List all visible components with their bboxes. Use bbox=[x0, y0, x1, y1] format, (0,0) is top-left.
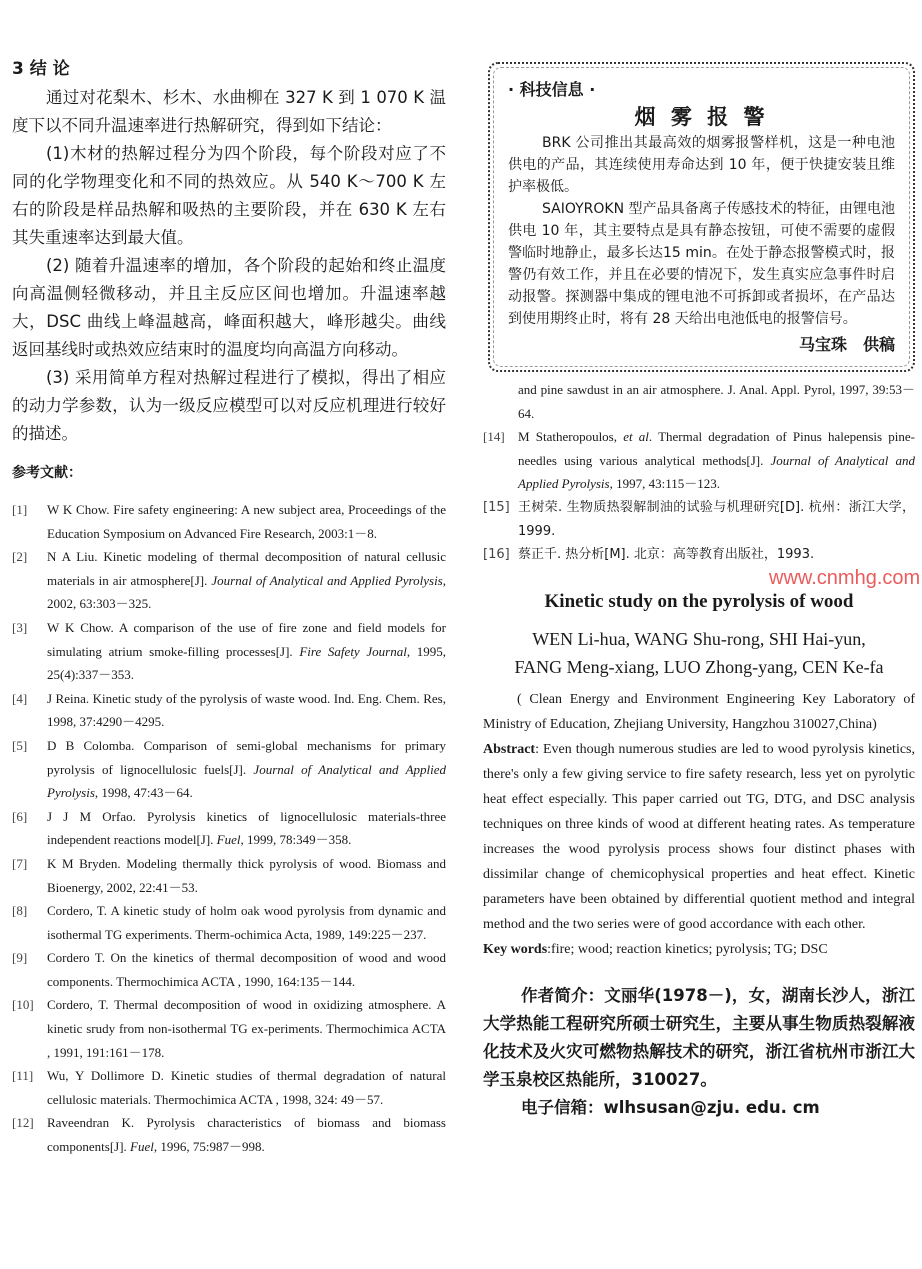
journal-name: Fire Safety Journal bbox=[299, 643, 407, 659]
paragraph: 通过对花梨木、杉木、水曲柳在 327 K 到 1 070 K 温度下以不同升温速率进行热解研究，得到如下结论： bbox=[12, 88, 446, 135]
reference-item bbox=[12, 993, 446, 1064]
reference-item bbox=[12, 946, 446, 993]
authors-line: WEN Li-hua, WANG Shu-rong, SHI Hai-yun, bbox=[532, 628, 866, 649]
reference-item bbox=[12, 545, 446, 616]
reference-number: [15] bbox=[483, 499, 510, 515]
reference-number: [3] bbox=[12, 619, 28, 635]
abstract-text: : Even though numerous studies are led to wood pyrolysis kinetics, there's only a few giving service to fire safety research, less yet on pyrolytic heat effect especially. This paper carried out TG, DTG, and DSC analysis techniques on three kinds of wood at different heating rates. As temperature increases the wood pyrolysis process shows four distinct phases with dissimilar change of chemicophysical properties and heat effect. Kinetic parameters have been obtained by differential quotient method and integral method and the two series were of good accordance with each other. bbox=[483, 741, 915, 932]
paragraph: (2) 随着升温速率的增加，各个阶段的起始和终止温度向高温侧轻微移动，并且主反应区间也增加。升温速率越大，DSC 曲线上峰温越高，峰面积越大，峰形越尖。曲线返回基线时或热效应结束时的温度均向高温方向移动。 bbox=[12, 256, 446, 359]
english-authors bbox=[483, 625, 915, 681]
journal-name: Journal of Analytical and Applied Pyrolysis bbox=[518, 452, 915, 492]
right-column bbox=[483, 62, 915, 1122]
news-byline: 马宝珠 供稿 bbox=[798, 335, 895, 354]
reference-number: [8] bbox=[12, 903, 28, 919]
reference-text: K M Bryden. Modeling thermally thick pyrolysis of wood. Biomass and Bioenergy, 2002, 22:41－53. bbox=[47, 855, 446, 895]
reference-number: [6] bbox=[12, 808, 28, 824]
reference-text: , 1995, 25(4):337－353. bbox=[47, 643, 447, 683]
reference-text: Cordero T. On the kinetics of thermal decomposition of wood and wood components. Thermochimica ACTA , 1990, 164:135－144. bbox=[47, 950, 446, 989]
journal-name: Journal of Analytical and Applied Pyrolysis bbox=[47, 761, 447, 801]
reference-item bbox=[12, 616, 446, 687]
references-heading: 参考文献： bbox=[12, 465, 82, 481]
reference-item bbox=[12, 687, 446, 734]
reference-text: 蔡正千. 热分析[M]. 北京：高等教育出版社，1993. bbox=[518, 547, 815, 563]
reference-text: Wu, Y Dollimore D. Kinetic studies of thermal degradation of natural cellulosic materials. Thermochimica ACTA , 1998, 324: 49－57. bbox=[47, 1068, 446, 1107]
reference-number: [14] bbox=[483, 429, 505, 445]
left-column bbox=[12, 56, 446, 1159]
reference-item bbox=[12, 498, 446, 545]
reference-list-continued bbox=[483, 378, 915, 567]
abstract-label: Abstract bbox=[483, 741, 536, 757]
reference-number: [9] bbox=[12, 950, 28, 966]
reference-number: [16] bbox=[483, 547, 510, 563]
reference-number: [7] bbox=[12, 855, 28, 871]
abstract bbox=[483, 737, 915, 962]
news-box bbox=[488, 62, 915, 372]
news-column-label: · 科技信息 · bbox=[508, 80, 596, 99]
reference-text: , 1997, 43:115－123. bbox=[609, 476, 720, 492]
paragraph: (3) 采用简单方程对热解过程进行了模拟，得出了相应的动力学参数，认为一级反应模型可以对反应机理进行较好的描述。 bbox=[12, 368, 446, 443]
watermark: www.cnmhg.com bbox=[769, 566, 921, 589]
paragraph: (1)木材的热解过程分为四个阶段，每个阶段对应了不同的化学物理变化和不同的热效应。从 540 K～700 K 左右的阶段是样品热解和吸热的主要阶段，并在 630 K 左右其失重速率达到最大值。 bbox=[12, 144, 446, 247]
reference-text: J J M Orfao. Pyrolysis kinetics of lignocellulosic materials-three independent reactions model[J]. bbox=[47, 808, 446, 848]
paragraph: SAIOYROKN 型产品具备离子传感技术的特征，由锂电池供电 10 年，其主要特点是具有静态按钮，可使不需要的虚假警临时地静止，最多长达15 min。在处于静态报警模式时，报警仍有效工作，并且在必要的情况下，发生真实应急事件时启动报警。探测器中集成的锂电池不可拆卸或者损坏，在产品达到使用期终止时，将有 28 天给出电池低电的报警信号。 bbox=[508, 201, 895, 327]
reference-item bbox=[12, 899, 446, 946]
reference-number: [2] bbox=[12, 549, 28, 565]
reference-item bbox=[12, 1064, 446, 1111]
author-bio-text: 作者简介：文丽华(1978－)，女，湖南长沙人，浙江大学热能工程研究所硕士研究生，主要从事生物质热裂解液化技术及火灾可燃物热解技术的研究，浙江省杭州市浙江大学玉泉校区热能所，310027。 bbox=[483, 985, 915, 1089]
reference-number: [12] bbox=[12, 1115, 34, 1131]
keywords-text: :fire; wood; reaction kinetics; pyrolysis; TG; DSC bbox=[547, 941, 828, 957]
author-bio bbox=[483, 982, 915, 1122]
reference-number: [1] bbox=[12, 502, 28, 517]
reference-item bbox=[483, 496, 915, 543]
english-title: Kinetic study on the pyrolysis of wood bbox=[544, 590, 854, 612]
reference-list bbox=[12, 498, 446, 1159]
journal-name: Journal of Analytical and Applied Pyrolysis bbox=[211, 572, 443, 588]
reference-number: [5] bbox=[12, 737, 28, 753]
reference-text: , 1998, 47:43－64. bbox=[94, 785, 193, 801]
section-heading: 3 结 论 bbox=[12, 59, 70, 79]
paragraph: BRK 公司推出其最高效的烟雾报警样机，这是一种电池供电的产品，其连续使用寿命达到 10 年，便于快捷安装且维护率极低。 bbox=[508, 135, 895, 195]
reference-text: D B Colomba. Comparison of semi-global mechanisms for primary pyrolysis of lignocellulosic fuels[J]. bbox=[47, 737, 446, 777]
reference-item bbox=[12, 1111, 446, 1158]
reference-item bbox=[483, 425, 915, 496]
reference-number: [10] bbox=[12, 997, 34, 1013]
reference-text: N A Liu. Kinetic modeling of thermal decomposition of natural cellusic materials in air atmosphere[J]. bbox=[47, 549, 446, 588]
reference-number: [11] bbox=[12, 1068, 34, 1084]
conclusion-body bbox=[12, 84, 446, 448]
reference-text: W K Chow. Fire safety engineering: A new subject area, Proceedings of the Education Symposium on Advanced Fire Research, 2003:1－8. bbox=[47, 502, 446, 541]
reference-item bbox=[483, 543, 915, 567]
reference-text: Cordero, T. Thermal decomposition of wood in oxidizing atmosphere. A kinetic srudy from non-isothermal TG ex-periments. Thermochimica ACTA , 1991, 191:161－178. bbox=[47, 997, 446, 1060]
reference-text: , 1999, 78:349－358. bbox=[240, 832, 352, 848]
authors-line: FANG Meng-xiang, LUO Zhong-yang, CEN Ke-fa bbox=[514, 656, 884, 677]
reference-text: , 2002, 63:303－325. bbox=[47, 572, 446, 612]
reference-text: , 1996, 75:987－998. bbox=[153, 1139, 265, 1155]
reference-text: and pine sawdust in an air atmosphere. J. Anal. Appl. Pyrol, 1997, 39:53－64. bbox=[518, 382, 915, 421]
reference-number: [4] bbox=[12, 690, 28, 706]
reference-item bbox=[12, 852, 446, 899]
affiliation: ( Clean Energy and Environment Engineering Key Laboratory of Ministry of Education, Zhejiang University, Hangzhou 310027,China) bbox=[483, 691, 915, 732]
keywords-label: Key words bbox=[483, 941, 548, 957]
news-body bbox=[508, 132, 895, 330]
reference-text: J Reina. Kinetic study of the pyrolysis of waste wood. Ind. Eng. Chem. Res, 1998, 37:4290－4295. bbox=[47, 690, 446, 730]
reference-item bbox=[483, 378, 915, 425]
reference-text: 王树荣. 生物质热裂解制油的试验与机理研究[D]. 杭州：浙江大学，1999. bbox=[518, 499, 915, 539]
reference-item bbox=[12, 734, 446, 805]
author-email: 电子信箱：wlhsusan@zju. edu. cm bbox=[521, 1097, 820, 1117]
journal-name: Fuel bbox=[216, 832, 241, 848]
reference-text: . Thermal degradation of Pinus halepensis pine-needles using various analytical methods[J]. bbox=[518, 429, 915, 468]
news-title: 烟 雾 报 警 bbox=[634, 105, 769, 129]
reference-item bbox=[12, 805, 446, 852]
reference-text: Cordero, T. A kinetic study of holm oak wood pyrolysis from dynamic and isothermal TG experiments. Therm-ochimica Acta, 1989, 149:225－237. bbox=[47, 903, 446, 942]
reference-text: W K Chow. A comparison of the use of fire zone and field models for simulating atrium smoke-filling processes[J]. bbox=[47, 619, 446, 659]
journal-name: Fuel bbox=[130, 1139, 154, 1155]
reference-text: M Statheropoulos, bbox=[518, 429, 624, 445]
italic-text: et al bbox=[623, 429, 649, 445]
reference-text: Raveendran K. Pyrolysis characteristics of biomass and biomass components[J]. bbox=[47, 1115, 446, 1155]
